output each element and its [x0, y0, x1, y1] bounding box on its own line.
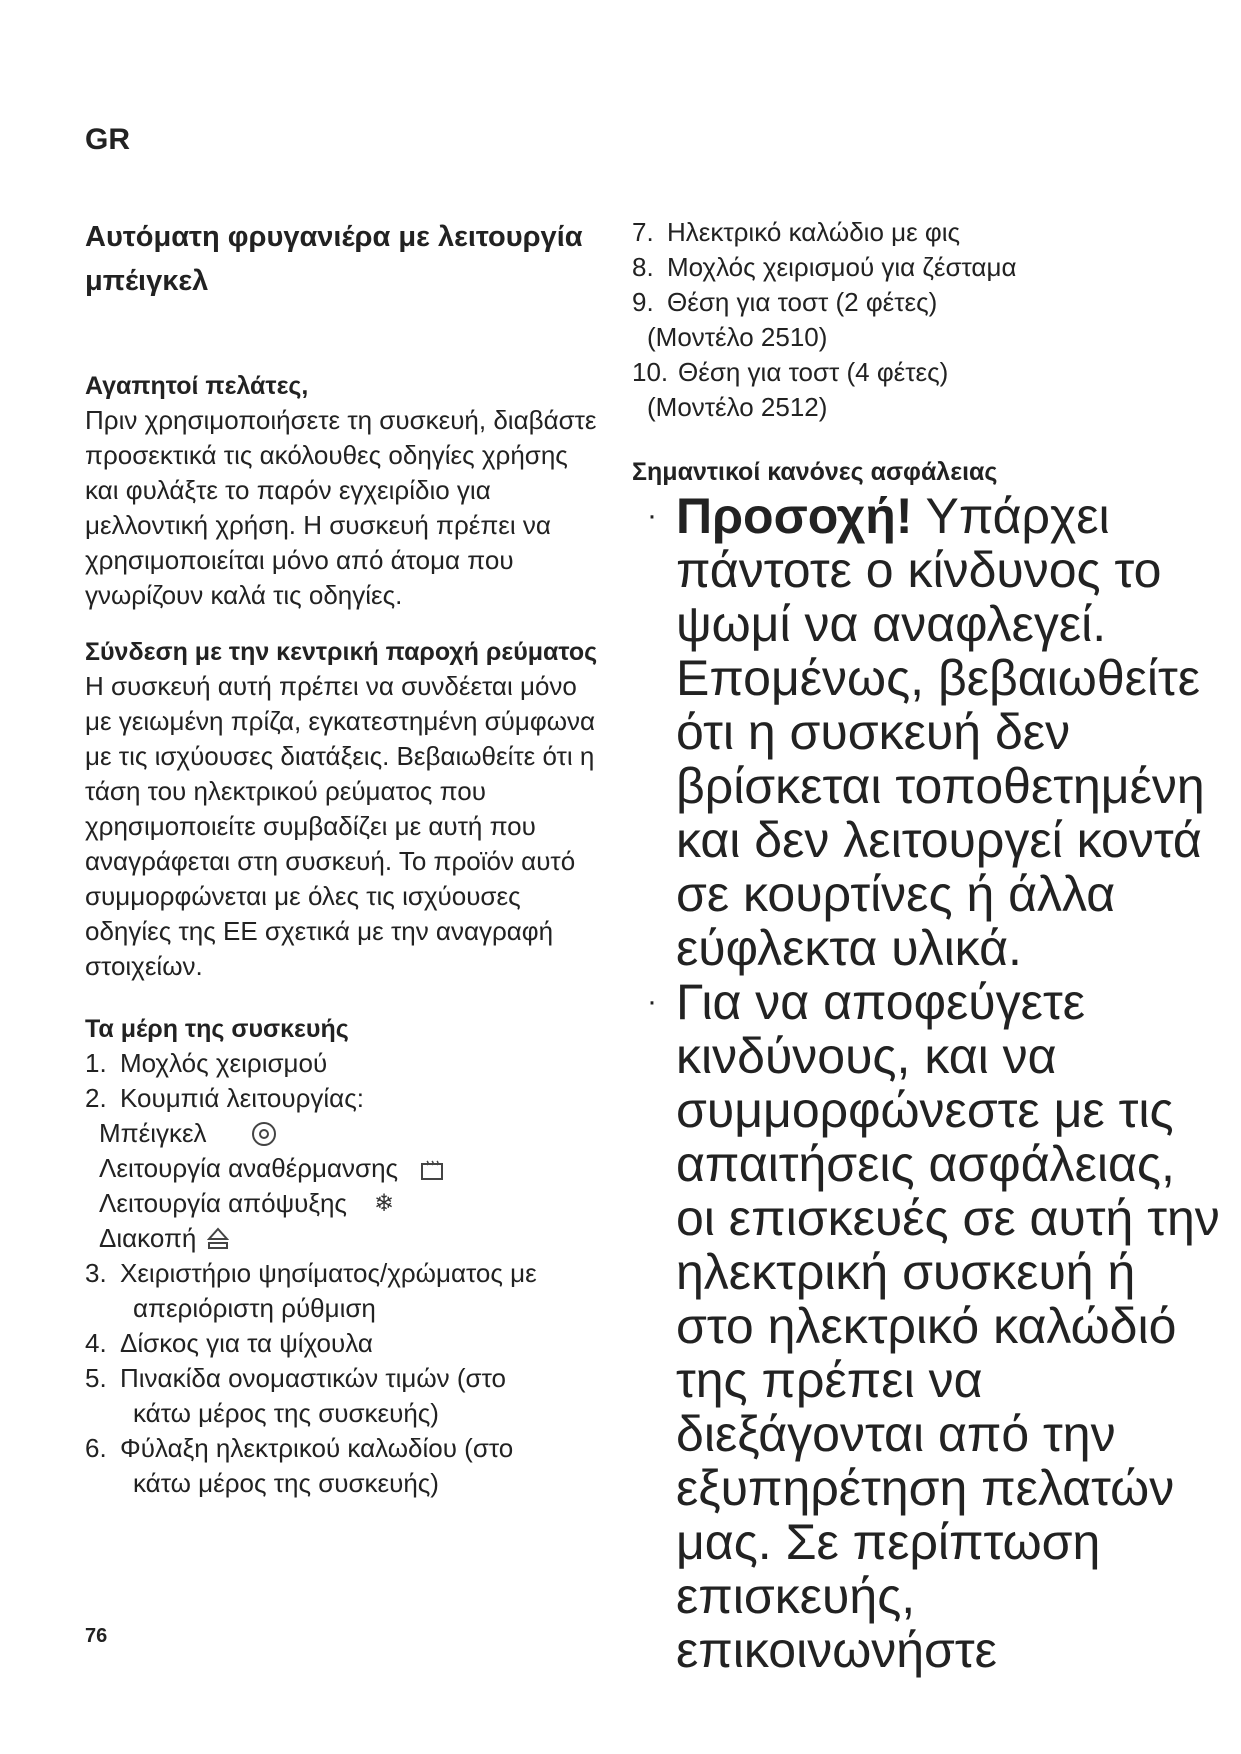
safety-rule — [632, 489, 1222, 975]
intro-text: Πριν χρησιμοποιήσετε τη συσκευή, διαβάστε προσεκτικά τις ακόλουθες οδηγίες χρήσης και φυλάξτε το παρόν εγχειρίδιο για μελλοντική χρήση. Η συσκευή πρέπει να χρησιμοποιείται μόνο από άτομα που γνωρίζουν καλά τις οδηγίες. — [85, 405, 597, 610]
list-item: 2. Κουμπιά λειτουργίας: — [85, 1083, 364, 1113]
bagel-icon — [249, 1119, 279, 1149]
snowflake-icon: ❄ — [373, 1190, 395, 1217]
list-item: 8. Μοχλός χειρισμού για ζέσταμα — [632, 252, 1017, 282]
greeting-heading: Αγαπητοί πελάτες, — [85, 372, 309, 400]
warning-label: Προσοχή! — [676, 488, 913, 544]
list-item: 4. Δίσκος για τα ψίχουλα — [85, 1328, 373, 1358]
bullet: · — [647, 985, 657, 1018]
power-text: Η συσκευή αυτή πρέπει να συνδέεται μόνο με γειωμένη πρίζα, εγκατεστημένη σύμφωνα με τις ισχύουσες διατάξεις. Βεβαιωθείτε ότι η τάση του ηλεκτρικού ρεύματος που χρησιμοποιείτε συμβαδίζει με αυτή που αναγράφεται στη συσκευή. Το προϊόν αυτό συμμορφώνεται με όλες τις ισχύουσες οδηγίες της ΕΕ σχετικά με την αναγραφή στοιχείων. — [85, 671, 596, 981]
parts-heading: Τα μέρη της συσκευής — [85, 1015, 349, 1043]
button-reheat: Λειτουργία αναθέρμανσης — [85, 1151, 605, 1186]
reheat-icon — [417, 1154, 447, 1184]
list-item: 3. Χειριστήριο ψησίματος/χρώματος με — [85, 1258, 537, 1288]
list-item: 9. Θέση για τοστ (2 φέτες) — [632, 287, 938, 317]
power-heading: Σύνδεση με την κεντρική παροχή ρεύματος — [85, 638, 598, 666]
safety-rule — [632, 975, 1222, 1677]
list-item: 6. Φύλαξη ηλεκτρικού καλωδίου (στο — [85, 1433, 514, 1463]
warning-text: Υπάρχει πάντοτε ο κίνδυνος το ψωμί να αναφλεγεί. Επομένως, βεβαιωθείτε ότι η συσκευή δεν βρίσκεται τοποθετημένη και δεν λειτουργεί κοντά σε κουρτίνες ή άλλα εύφλεκτα υλικά. — [676, 488, 1205, 976]
cancel-icon — [203, 1224, 233, 1254]
parts-list-continued — [632, 215, 1222, 425]
language-code: GR — [85, 123, 130, 156]
bullet: · — [647, 499, 657, 532]
page-number: 76 — [85, 1625, 108, 1647]
button-defrost: Λειτουργία απόψυξης ❄ — [85, 1186, 605, 1221]
list-item-continuation: κάτω μέρος της συσκευής) — [133, 1398, 439, 1428]
list-item-continuation: κάτω μέρος της συσκευής) — [133, 1468, 439, 1498]
list-item-continuation: (Μοντέλο 2510) — [647, 322, 828, 352]
safety-heading: Σημαντικοί κανόνες ασφάλειας — [632, 458, 998, 486]
list-item: 5. Πινακίδα ονομαστικών τιμών (στο — [85, 1363, 506, 1393]
manual-title: Αυτόματη φρυγανιέρα με λειτουργία μπέιγκελ — [85, 221, 583, 297]
right-column — [632, 215, 1222, 1677]
list-item: 1. Μοχλός χειρισμού — [85, 1048, 328, 1078]
parts-list — [85, 1046, 605, 1501]
rule-text: Για να αποφεύγετε κινδύνους, και να συμμορφώνεστε με τις απαιτήσεις ασφάλειας, οι επισκευές σε αυτή την ηλεκτρική συσκευή ή στο ηλεκτρικό καλώδιό της πρέπει να διεξάγονται από την εξυπηρέτηση πελατών μας. Σε περίπτωση επισκευής, επικοινωνήστε — [676, 974, 1220, 1678]
button-cancel: Διακοπή — [85, 1221, 605, 1256]
list-item-continuation: (Μοντέλο 2512) — [647, 392, 828, 422]
list-item: 10. Θέση για τοστ (4 φέτες) — [632, 357, 949, 387]
left-column — [85, 215, 605, 1501]
safety-rules — [632, 489, 1222, 1677]
list-item: 7. Ηλεκτρικό καλώδιο με φις — [632, 217, 961, 247]
button-bagel: Μπέιγκελ — [85, 1116, 605, 1151]
list-item-continuation: απεριόριστη ρύθμιση — [133, 1293, 376, 1323]
